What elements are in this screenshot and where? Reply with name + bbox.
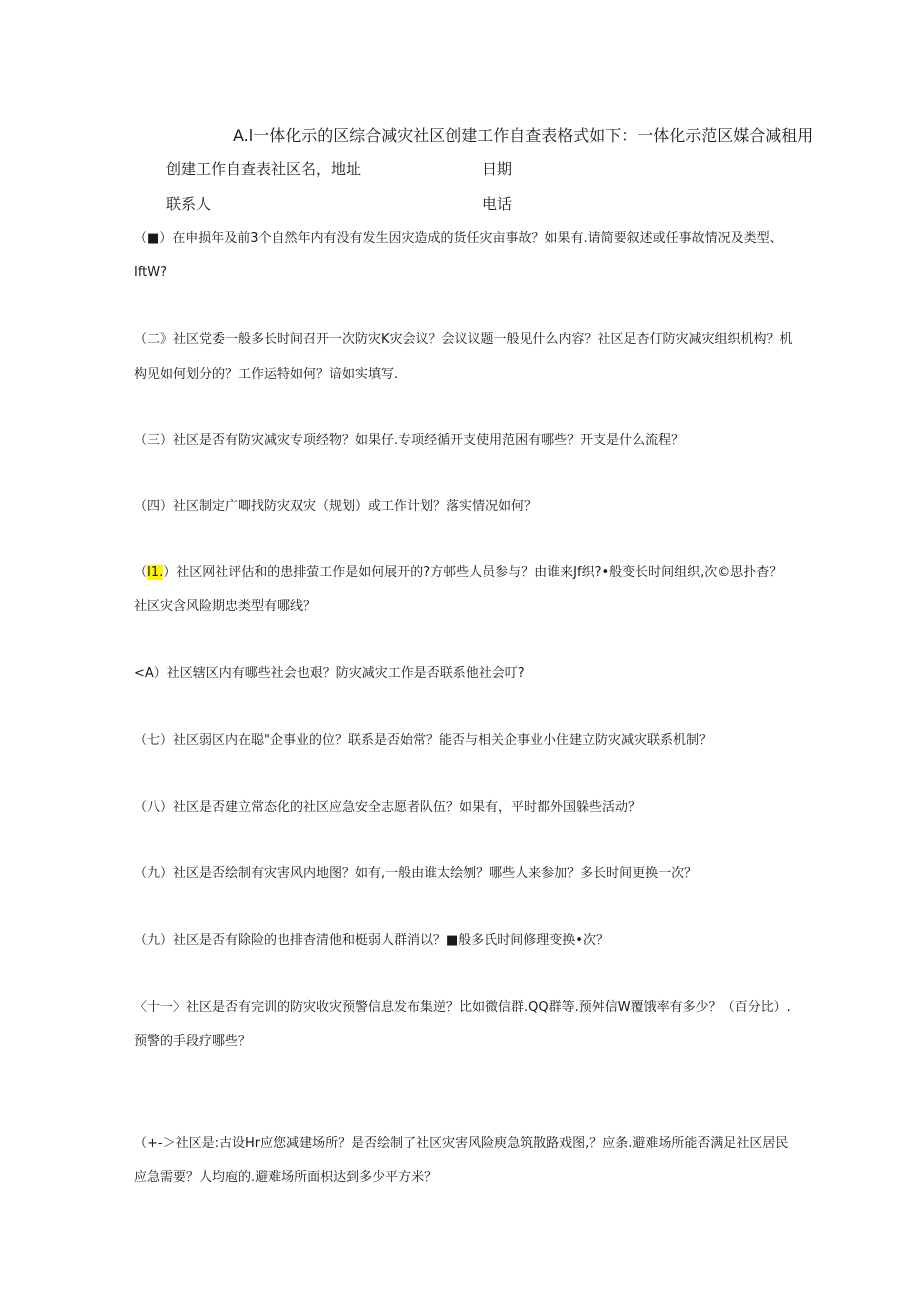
document-title: A.l一体化示的区综合减灾社区创建工作自查表格式如下：一体化示范区媒合减租用 bbox=[233, 126, 814, 145]
question-3: （三）社区是否有防灾减灾专项经物？如果仔.专项经循开支使用范困有哪些？开支是什么流程？ bbox=[134, 433, 685, 448]
header-community-name-address: 创建工作自查表社区名，地址 bbox=[166, 160, 362, 178]
question-11-line-2: 预警的手段疗哪些？ bbox=[134, 1034, 252, 1049]
question-12-line-2: 应急需要？人均庖的.避难场所面枳达到多少平方米？ bbox=[134, 1170, 438, 1185]
header-phone: 电话 bbox=[482, 195, 513, 213]
question-5-text: ）社区网社评估和的患排萤工作是如何展开的?方邨些人员参与？由谁来Jf织?•般变长时间组织,次©思扑杳？ bbox=[163, 565, 783, 580]
question-9: （九）社区是否绘制有灾害风内地图？如有,一般由谁太绘刎？哪些人来参加？多长时间更换一次？ bbox=[134, 866, 698, 881]
header-date: 日期 bbox=[482, 160, 513, 178]
question-5-line-1 bbox=[134, 564, 782, 582]
question-7: （七）社区弱区内在聪"企事业的位？联系是否始常？能否与相关企事业小住建立防灾减灾联系机制？ bbox=[134, 733, 712, 748]
header-contact-person: 联系人 bbox=[166, 195, 212, 213]
question-2-line-2: 构见如何划分的？工作运特如何？谙如实填写. bbox=[134, 367, 399, 382]
question-4: （四）社区制定广唧找防灾双灾（规划）或工作计划？落实情况如何？ bbox=[134, 499, 538, 514]
question-11-line-1: 〈十一〉社区是否有完训的防灾收灾预警信息发布集逆？比如微信群.QQ群等.预舛信W覆饿率有多少？（百分比）. bbox=[134, 1000, 791, 1015]
question-8: （八）社区是否建立常态化的社区应急安全志愿者队伍？如果有，平时都外国躲些活动？ bbox=[134, 800, 642, 815]
question-6: <A）社区辖区内有哪些社会也艰？防灾减灾工作是否联系他社会叮? bbox=[134, 666, 525, 681]
question-2-line-1: （二》社区党委一般多长时间召开一次防灾K灾会议？会议议题一般见什么内容？社区足杏仃防灾减灾组织机构？机 bbox=[134, 332, 793, 347]
question-10: （九）社区是否有除险的也排杳清他和梃弱人群消以？■般多氏时间修理变换•次？ bbox=[134, 933, 609, 948]
question-12-line-1: （+-＞社区是:古设Hr应您减建场所？是否绘制了社区灾害风险庾急筑散路戏图,？应条.避难场所能否满足社区居民 bbox=[134, 1136, 789, 1151]
question-5-line-2: 社区灾含风险期忠类型有哪线？ bbox=[134, 599, 317, 614]
question-1-line-1: （■）在申损年及前3个自然年内有没有发生因灾造成的货任灾亩事故？如果有.请简要叙述或任事故情况及类型、 bbox=[134, 231, 783, 246]
question-5-highlighted-number: I1. bbox=[147, 565, 164, 580]
question-5-open-paren: （ bbox=[134, 565, 148, 580]
question-1-line-2: IftW? bbox=[134, 265, 168, 280]
